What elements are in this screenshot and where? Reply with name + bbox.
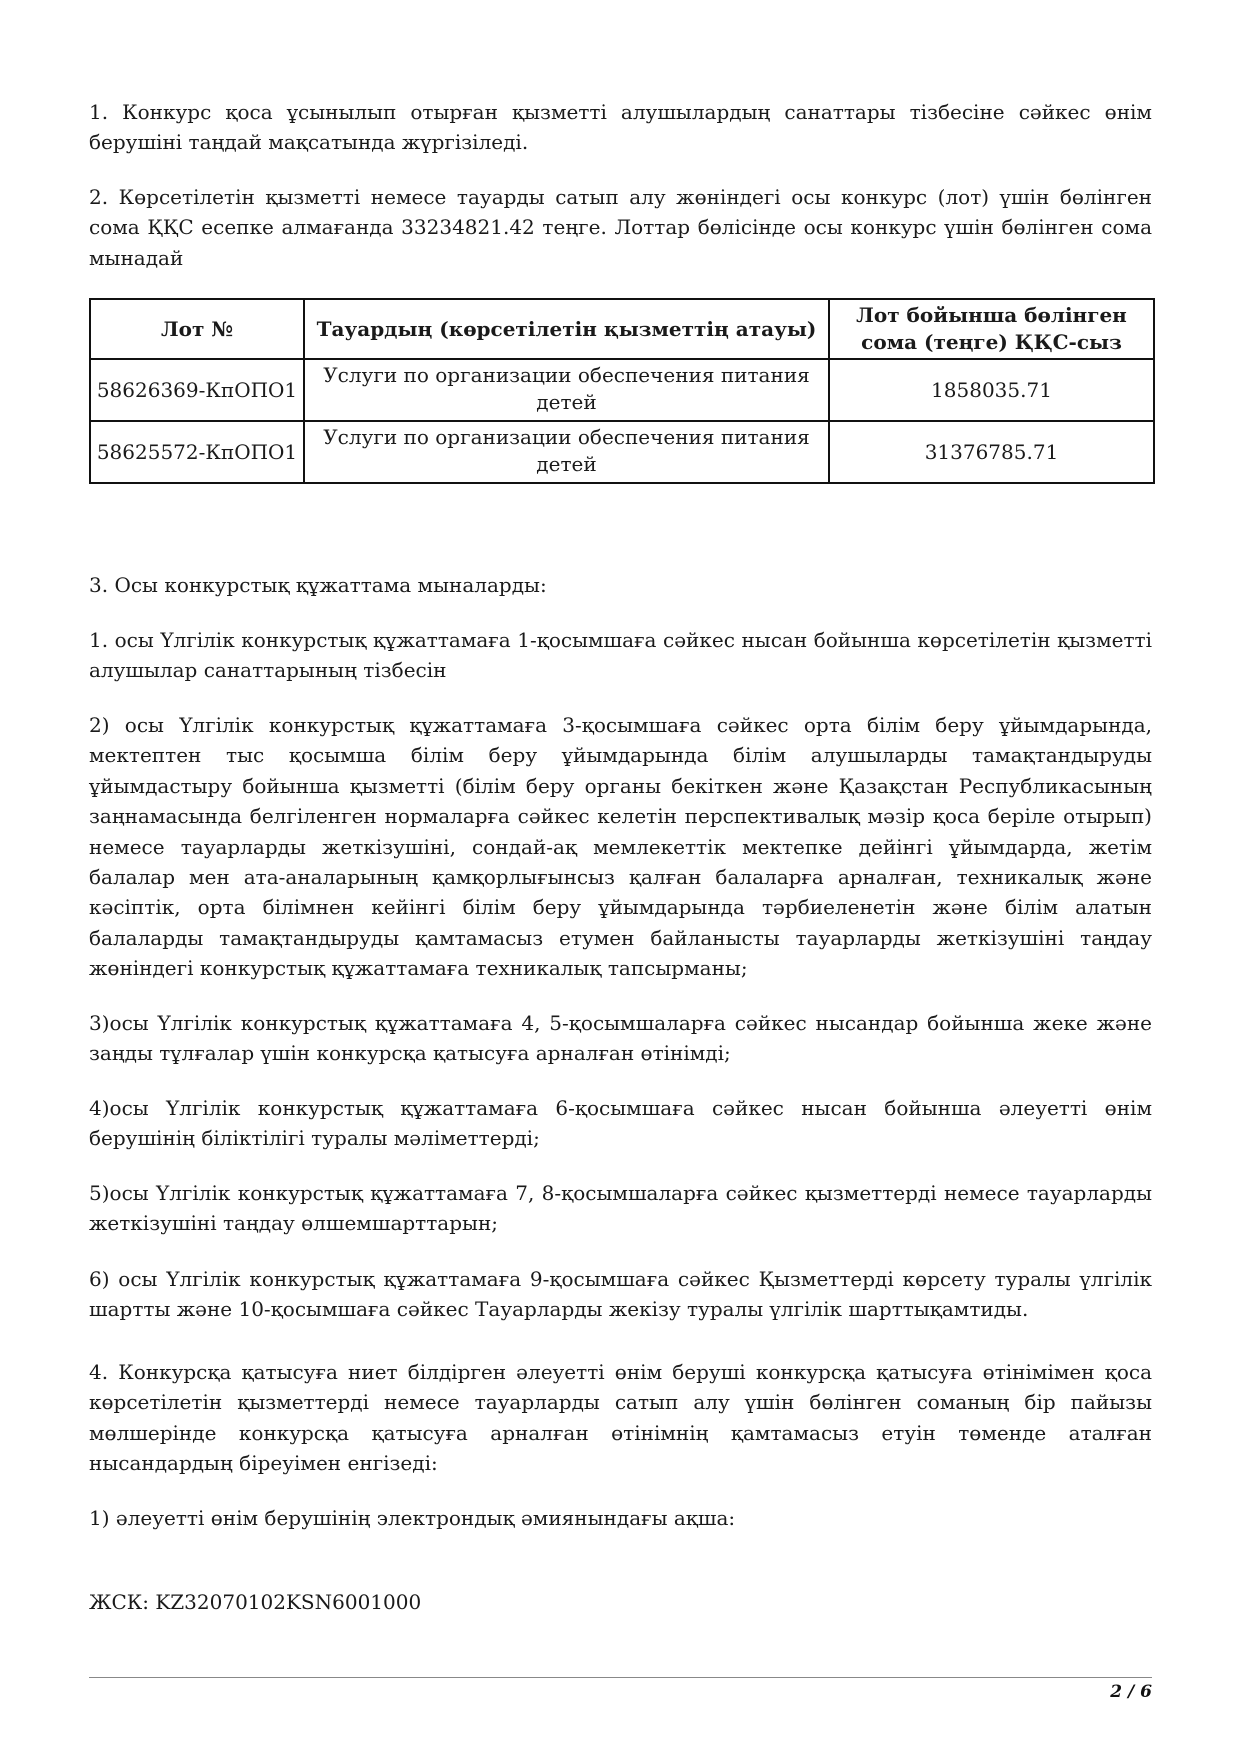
cell-amount: 31376785.71	[829, 421, 1154, 483]
cell-name: Услуги по организации обеспечения питания детей	[304, 421, 829, 483]
paragraph-2: 2. Көрсетілетін қызметті немесе тауарды сатып алу жөніндегі осы конкурс (лот) үшін бөлінген сома ҚҚС есепке алмағанда 33234821.42 теңге. Лоттар бөлісінде осы конкурс үшін бөлінген сома мынадай	[89, 185, 1152, 270]
table-row	[90, 421, 1154, 483]
paragraph-1: 1. Конкурс қоса ұсынылып отырған қызметті алушылардың санаттары тізбесіне сәйкес өнім берушіні таңдай мақсатында жүргізіледі.	[89, 100, 1152, 155]
header-lot-no: Лот №	[90, 299, 304, 359]
cell-name: Услуги по организации обеспечения питания детей	[304, 359, 829, 421]
paragraph-3-item-4: 4)осы Үлгілік конкурстық құжаттамаға 6-қосымшаға сәйкес нысан бойынша әлеуетті өнім берушінің біліктілігі туралы мәліметтерді;	[89, 1096, 1152, 1151]
table-row	[90, 359, 1154, 421]
header-amount: Лот бойынша бөлінген сома (теңге) ҚҚС-сыз	[829, 299, 1154, 359]
cell-amount: 1858035.71	[829, 359, 1154, 421]
table-header-row	[90, 299, 1154, 359]
paragraph-3-item-3: 3)осы Үлгілік конкурстық құжаттамаға 4, 5-қосымшаларға сәйкес нысандар бойынша жеке және заңды тұлғалар үшін конкурсқа қатысуға арналған өтінімді;	[89, 1011, 1152, 1066]
paragraph-3-item-1: 1. осы Үлгілік конкурстық құжаттамаға 1-қосымшаға сәйкес нысан бойынша көрсетілетін қызметті алушылар санаттарының тізбесін	[89, 628, 1152, 683]
paragraph-4-item-1: 1) әлеуетті өнім берушінің электрондық әмиянындағы ақша:	[89, 1506, 736, 1530]
paragraph-3-item-6: 6) осы Үлгілік конкурстық құжаттамаға 9-қосымшаға сәйкес Қызметтерді көрсету туралы үлгілік шартты және 10-қосымшаға сәйкес Тауарларды жекізу туралы үлгілік шарттықамтиды.	[89, 1267, 1152, 1322]
footer-divider	[89, 1677, 1152, 1678]
cell-lot-no: 58626369-КпОПО1	[90, 359, 304, 421]
lots-table	[89, 298, 1155, 484]
paragraph-3-item-2: 2) осы Үлгілік конкурстық құжаттамаға 3-қосымшаға сәйкес орта білім беру ұйымдарында, мектептен тыс қосымша білім беру ұйымдарында білім алушыларды тамақтандыруды ұйымдастыру бойынша қызметті (білім беру органы бекіткен және Қазақстан Республикасының заңнамасында белгіленген нормаларға сәйкес келетін перспективалық мәзір қоса беріле отырып) немесе тауарларды жеткізушіні, сондай-ақ мемлекеттік мектепке дейінгі ұйымдарда, жетім балалар мен ата-аналарының қамқорлығынсыз қалған балаларға арналған, техникалық және кәсіптік, орта білімнен кейінгі білім беру ұйымдарында тәрбиеленетін және білім алатын балаларды тамақтандыруды қамтамасыз етумен байланысты тауарларды жеткізушіні таңдау жөніндегі конкурстық құжаттамаға техникалық тапсырманы;	[89, 713, 1152, 981]
page-number: 2 / 6	[1110, 1682, 1152, 1702]
paragraph-3: 3. Осы конкурстық құжаттама мыналарды:	[89, 573, 547, 597]
iik-account: ЖСК: KZ32070102KSN6001000	[89, 1590, 422, 1614]
paragraph-4: 4. Конкурсқа қатысуға ниет білдірген әлеуетті өнім беруші конкурсқа қатысуға өтінімімен қоса көрсетілетін қызметтерді немесе тауарларды сатып алу үшін бөлінген соманың бір пайызы мөлшерінде конкурсқа қатысуға арналған өтінімнің қамтамасыз етуін төменде аталған нысандардың біреуімен енгізеді:	[89, 1360, 1152, 1476]
header-name: Тауардың (көрсетілетін қызметтің атауы)	[304, 299, 829, 359]
cell-lot-no: 58625572-КпОПО1	[90, 421, 304, 483]
paragraph-3-item-5: 5)осы Үлгілік конкурстық құжаттамаға 7, 8-қосымшаларға сәйкес қызметтерді немесе тауарларды жеткізушіні таңдау өлшемшарттарын;	[89, 1181, 1152, 1236]
